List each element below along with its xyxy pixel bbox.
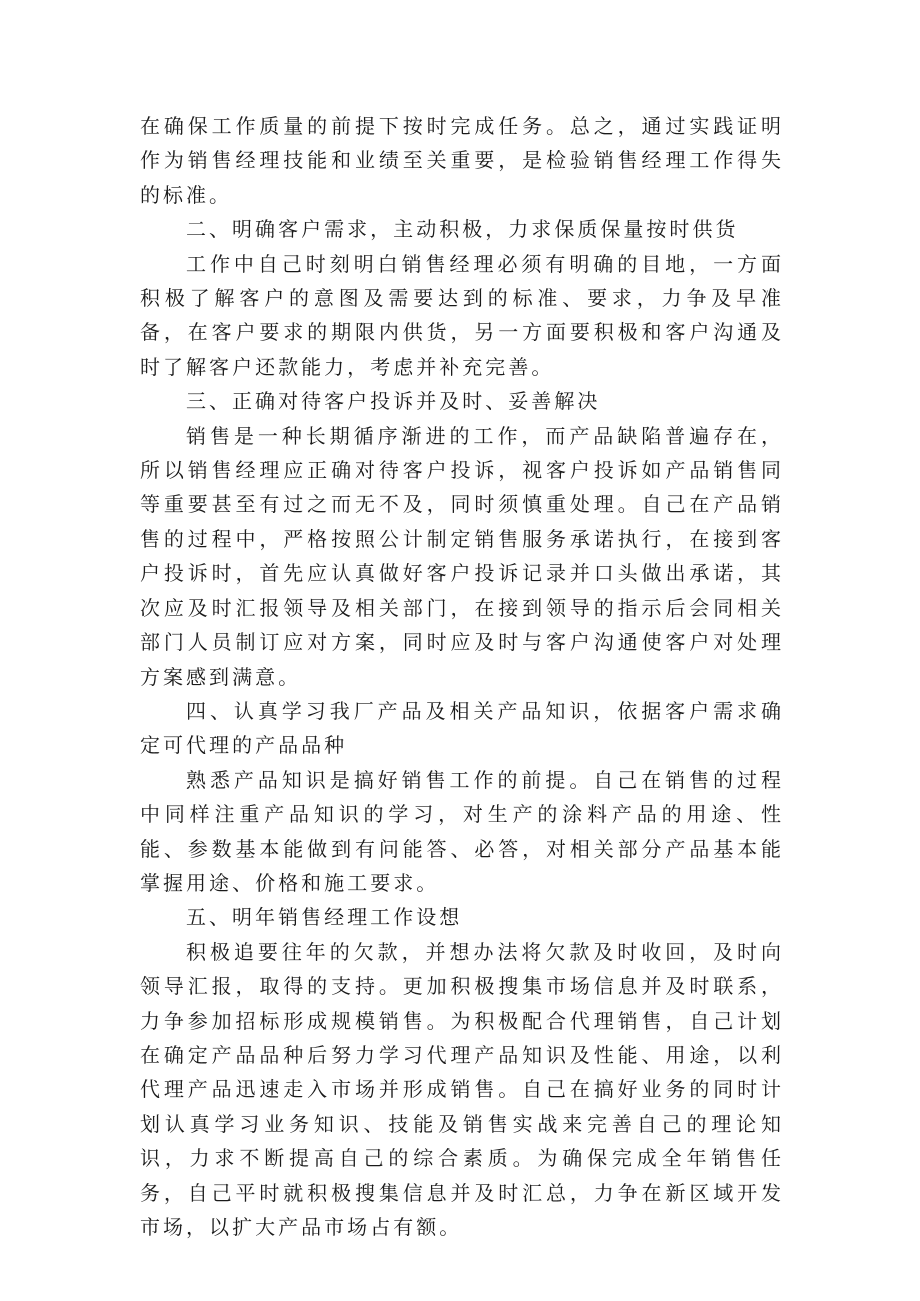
- document-page: [140, 109, 784, 1244]
- section-heading-2: 二、明确客户需求，主动积极，力求保质保量按时供货: [186, 217, 739, 242]
- section-heading-5: 五、明年销售经理工作设想: [186, 905, 463, 930]
- paragraph-section-2: 工作中自己时刻明白销售经理必须有明确的目地，一方面积极了解客户的意图及需要达到的标准、要求，力争及早准备，在客户要求的期限内供货，另一方面要积极和客户沟通及时了解客户还款能力，考虑并补充完善。: [140, 251, 784, 379]
- paragraph-section-5: 积极追要往年的欠款，并想办法将欠款及时收回，及时向领导汇报，取得的支持。更加积极搜集市场信息并及时联系，力争参加招标形成规模销售。为积极配合代理销售，自己计划在确定产品品种后努力学习代理产品知识及性能、用途，以利代理产品迅速走入市场并形成销售。自己在搞好业务的同时计划认真学习业务知识、技能及销售实战来完善自己的理论知识，力求不断提高自己的综合素质。为确保完成全年销售任务，自己平时就积极搜集信息并及时汇总，力争在新区域开发市场，以扩大产品市场占有额。: [140, 939, 784, 1239]
- section-heading-3: 三、正确对待客户投诉并及时、妥善解决: [186, 389, 601, 414]
- paragraph-continuation: 在确保工作质量的前提下按时完成任务。总之，通过实践证明作为销售经理技能和业绩至关重要，是检验销售经理工作得失的标准。: [140, 114, 784, 207]
- paragraph-section-3: 销售是一种长期循序渐进的工作，而产品缺陷普遍存在，所以销售经理应正确对待客户投诉，视客户投诉如产品销售同等重要甚至有过之而无不及，同时须慎重处理。自己在产品销售的过程中，严格按照公计制定销售服务承诺执行，在接到客户投诉时，首先应认真做好客户投诉记录并口头做出承诺，其次应及时汇报领导及相关部门，在接到领导的指示后会同相关部门人员制订应对方案，同时应及时与客户沟通使客户对处理方案感到满意。: [140, 423, 784, 689]
- section-heading-4: 四、认真学习我厂产品及相关产品知识，依据客户需求确定可代理的产品品种: [140, 698, 784, 758]
- paragraph-section-4: 熟悉产品知识是搞好销售工作的前提。自己在销售的过程中同样注重产品知识的学习，对生产的涂料产品的用途、性能、参数基本能做到有问能答、必答，对相关部分产品基本能掌握用途、价格和施工要求。: [140, 767, 784, 895]
